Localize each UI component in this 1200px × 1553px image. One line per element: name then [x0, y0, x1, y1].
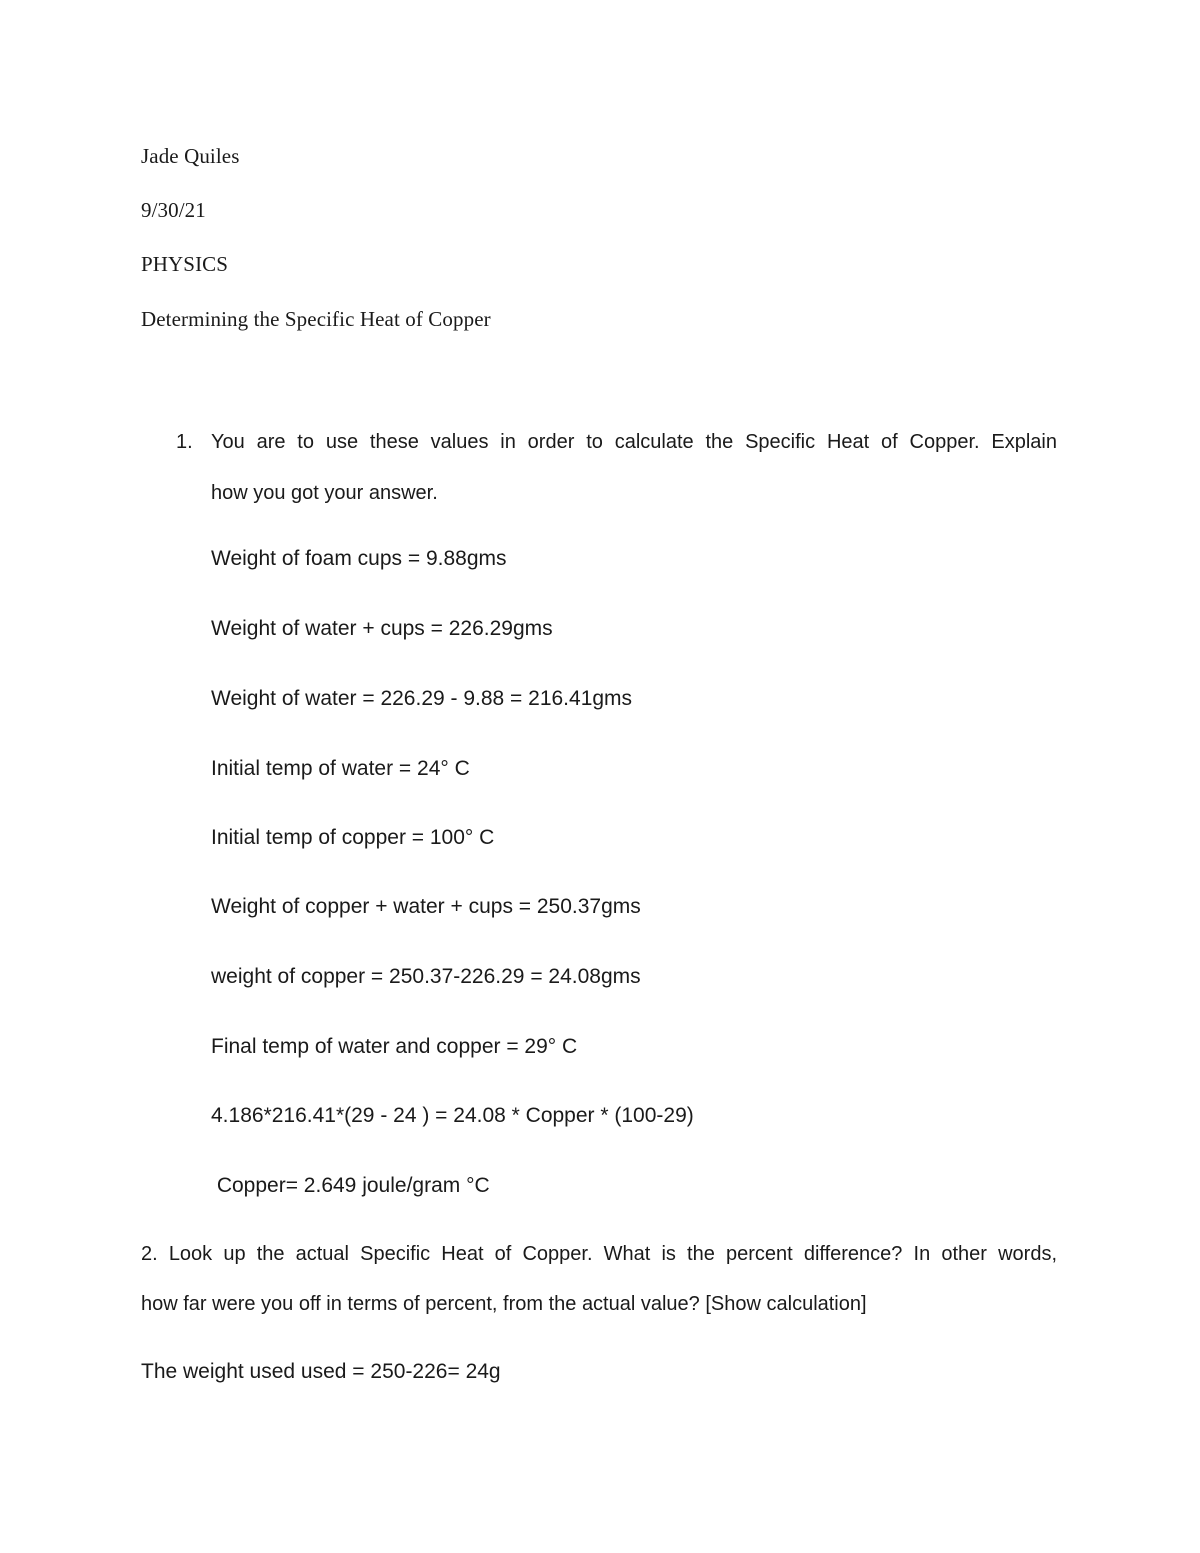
- student-name: Jade Quiles: [141, 144, 240, 168]
- question-1-prompt-line-1: You are to use these values in order to calculate the Specific Heat of Copper. Explain: [211, 431, 1057, 453]
- value-water-cups-weight: Weight of water + cups = 226.29gms: [211, 617, 553, 640]
- question-1-prompt-line-2: how you got your answer.: [211, 482, 438, 504]
- subject-heading: PHYSICS: [141, 252, 229, 276]
- document-date: 9/30/21: [141, 198, 206, 222]
- value-water-initial-temp: Initial temp of water = 24° C: [211, 757, 470, 780]
- value-total-weight: Weight of copper + water + cups = 250.37gms: [211, 895, 641, 918]
- copper-result: Copper= 2.649 joule/gram °C: [211, 1174, 490, 1197]
- value-copper-initial-temp: Initial temp of copper = 100° C: [211, 826, 495, 849]
- question-2-answer: The weight used used = 250-226= 24g: [141, 1360, 501, 1383]
- heat-equation: 4.186*216.41*(29 - 24 ) = 24.08 * Copper * (100-29): [211, 1104, 694, 1127]
- question-2-prompt-line-2: how far were you off in terms of percent, from the actual value? [Show calculation]: [141, 1293, 867, 1315]
- question-1-number: 1.: [176, 431, 193, 453]
- value-foam-cups-weight: Weight of foam cups = 9.88gms: [211, 547, 507, 570]
- value-final-temp: Final temp of water and copper = 29° C: [211, 1035, 578, 1058]
- question-2-prompt-line-1: 2. Look up the actual Specific Heat of Copper. What is the percent difference? In other words,: [141, 1243, 1057, 1265]
- document-title: Determining the Specific Heat of Copper: [141, 307, 491, 331]
- value-copper-weight: weight of copper = 250.37-226.29 = 24.08gms: [211, 965, 641, 988]
- value-water-weight: Weight of water = 226.29 - 9.88 = 216.41gms: [211, 687, 633, 710]
